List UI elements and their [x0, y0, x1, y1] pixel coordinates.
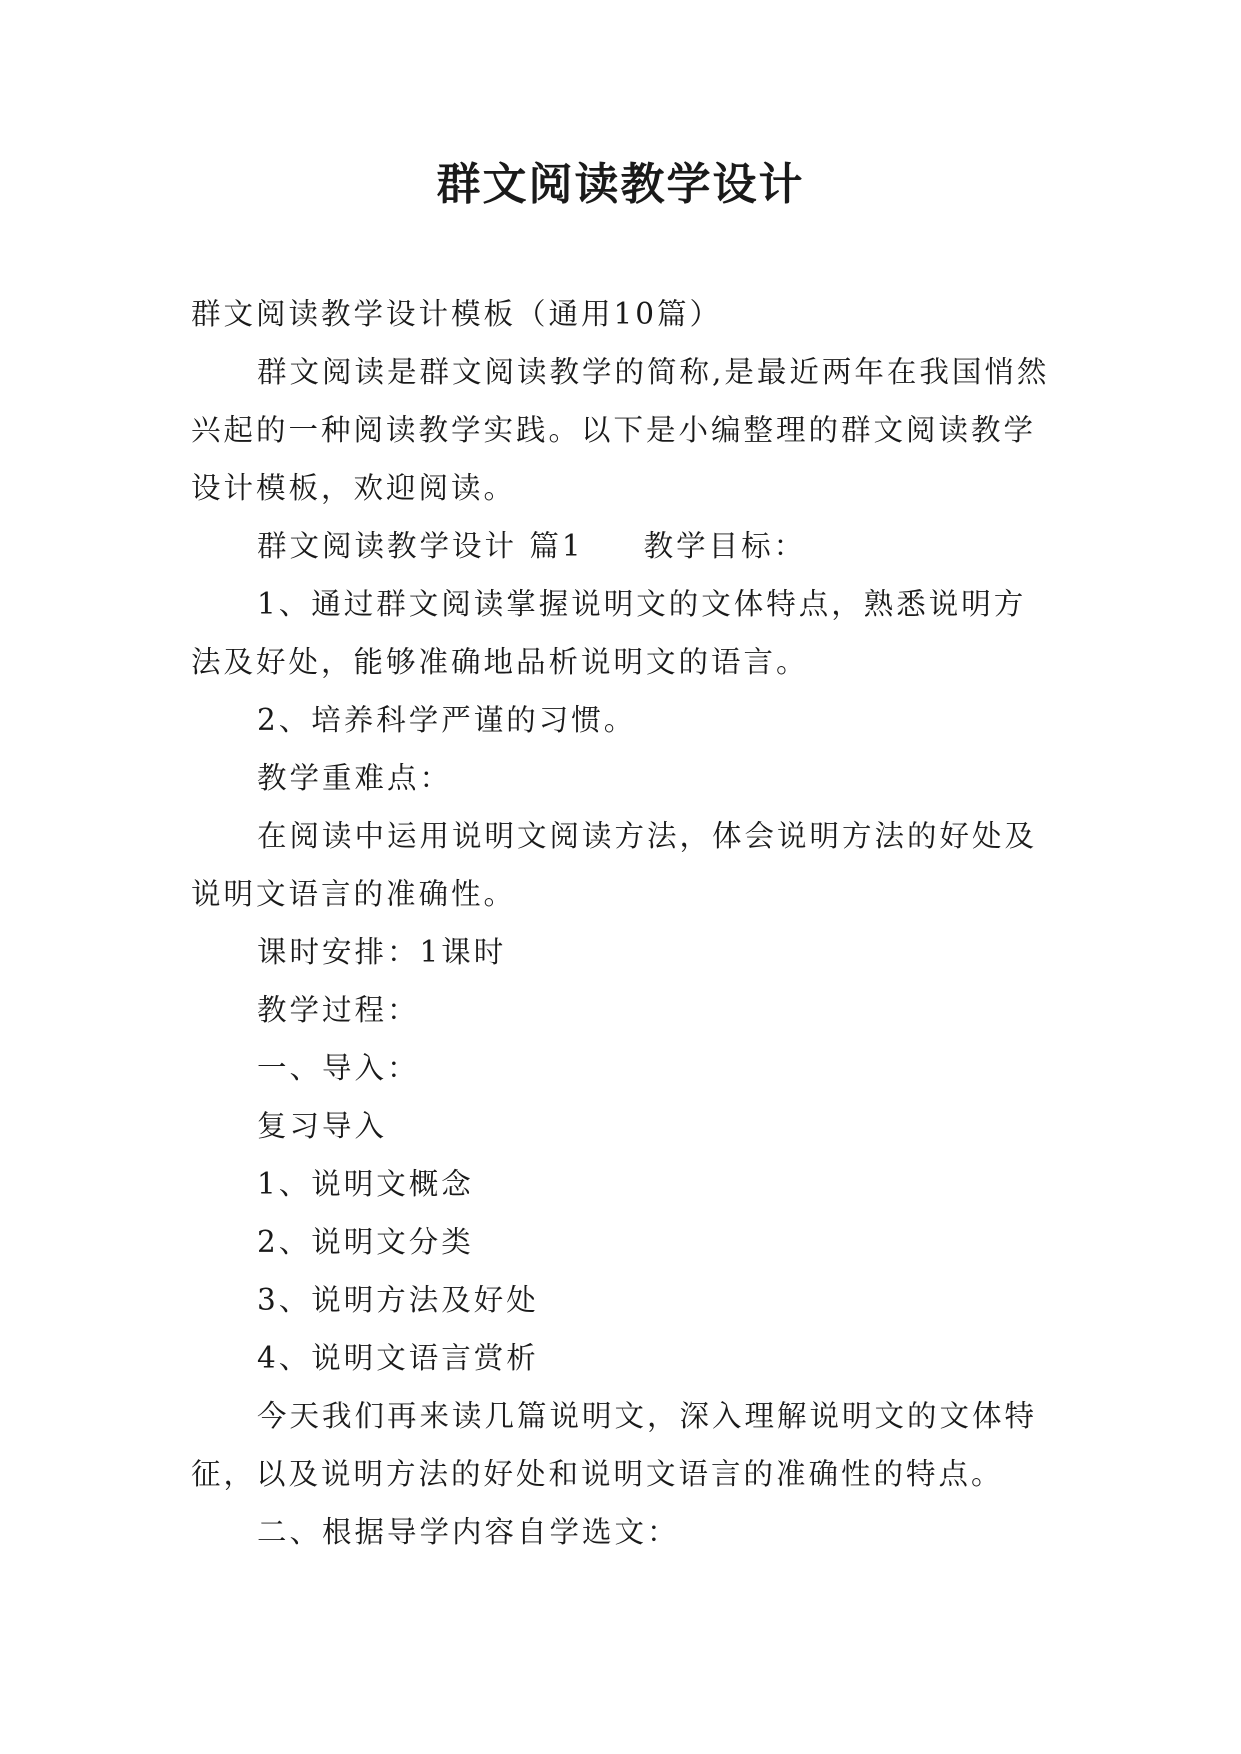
review-item: 4、说明文语言赏析 — [257, 1341, 539, 1375]
key-points-paragraph: 在阅读中运用说明文阅读方法，体会说明方法的好处及说明文语言的准确性。 — [191, 819, 1038, 911]
document-title: 群文阅读教学设计 — [436, 159, 805, 210]
objective-1: 1、通过群文阅读掌握说明文的文体特点，熟悉说明方法及好处，能够准确地品析说明文的语言。 — [191, 587, 1027, 679]
review-item: 2、说明文分类 — [257, 1225, 474, 1259]
review-item: 1、说明文概念 — [257, 1167, 474, 1201]
section-heading: 群文阅读教学设计 篇1 — [257, 529, 584, 563]
objective-2: 2、培养科学严谨的习惯。 — [257, 703, 637, 737]
process-label: 教学过程： — [257, 993, 420, 1027]
review-intro: 复习导入 — [257, 1109, 388, 1143]
step-2-heading: 二、根据导学内容自学选文： — [257, 1515, 680, 1549]
document-body — [191, 285, 1053, 1561]
today-paragraph: 今天我们再来读几篇说明文，深入理解说明文的文体特征，以及说明方法的好处和说明文语言的准确性的特点。 — [191, 1399, 1038, 1491]
objectives-label: 教学目标： — [643, 529, 807, 563]
schedule-line: 课时安排：1课时 — [257, 935, 507, 969]
key-points-label: 教学重难点： — [257, 761, 453, 795]
review-item: 3、说明方法及好处 — [257, 1283, 539, 1317]
document-subtitle: 群文阅读教学设计模板（通用10篇） — [191, 297, 723, 331]
intro-paragraph: 群文阅读是群文阅读教学的简称,是最近两年在我国悄然兴起的一种阅读教学实践。以下是小编整理的群文阅读教学设计模板，欢迎阅读。 — [191, 355, 1050, 505]
section-heading-line — [191, 517, 1053, 575]
step-1-heading: 一、导入： — [257, 1051, 420, 1085]
